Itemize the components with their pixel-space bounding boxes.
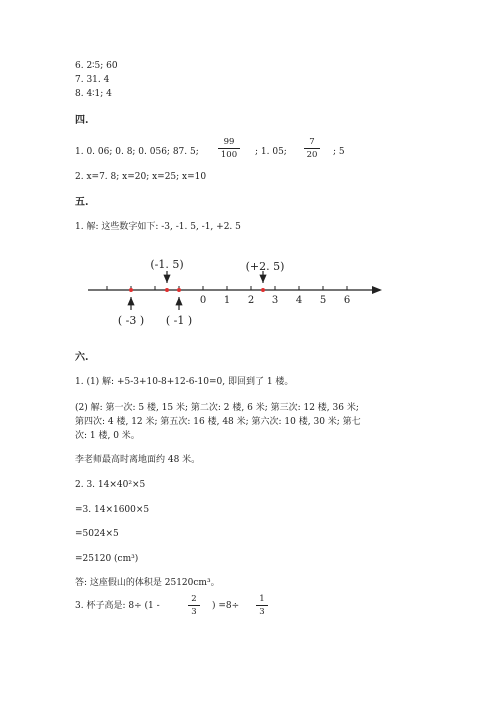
tick-label-5: 5 bbox=[319, 295, 327, 306]
fraction-denominator: 100 bbox=[220, 150, 238, 160]
fraction-1-3 bbox=[256, 594, 268, 617]
answer-line-7: 7. 31. 4 bbox=[75, 75, 110, 85]
fraction-numerator: 7 bbox=[309, 137, 315, 147]
tick-label-3: 3 bbox=[271, 295, 279, 306]
answer-line-6: 6. 2∶5; 60 bbox=[75, 61, 118, 71]
point-minus-1 bbox=[177, 288, 181, 292]
q6-1-part2-line3: 次: 1 楼, 0 米。 bbox=[75, 431, 140, 441]
q4-1-prefix: 1. 0. 06; 0. 8; 0. 056; 87. 5; bbox=[75, 147, 199, 157]
fraction-bar bbox=[256, 605, 268, 606]
section-6-heading: 六. bbox=[75, 352, 89, 363]
tick-label-0: 0 bbox=[199, 295, 207, 306]
q6-1-part2-line1: (2) 解: 第一次: 5 楼, 15 米; 第二次: 2 楼, 6 米; 第三次: 12 楼, 36 米; bbox=[75, 403, 359, 413]
fraction-denominator: 3 bbox=[191, 607, 197, 617]
q4-1-mid: ; 1. 05; bbox=[255, 147, 287, 157]
q6-1-part2-line2: 第四次: 4 楼, 12 米; 第五次: 16 楼, 48 米; 第六次: 10 楼, 30 米; 第七 bbox=[75, 417, 361, 427]
point-plus-2-5 bbox=[261, 288, 265, 292]
answer-line-8: 8. 4∶1; 4 bbox=[75, 89, 112, 99]
q6-3-mid: ) =8÷ bbox=[212, 601, 240, 611]
number-line-arrowhead bbox=[372, 286, 382, 294]
q6-2-step2: =3. 14×1600×5 bbox=[75, 505, 150, 515]
q6-2-step4: =25120 (cm³) bbox=[75, 554, 139, 564]
q4-1-suffix: ; 5 bbox=[333, 147, 345, 157]
fraction-numerator: 1 bbox=[259, 594, 265, 604]
tick-label-4: 4 bbox=[295, 295, 303, 306]
q6-2-answer: 答: 这座假山的体积是 25120cm³。 bbox=[75, 578, 220, 588]
label-minus-1: ( -1 ) bbox=[165, 314, 193, 327]
point-minus-1-5 bbox=[165, 288, 169, 292]
label-minus-1-5: (-1. 5) bbox=[150, 258, 184, 271]
q5-1: 1. 解: 这些数字如下: -3, -1. 5, -1, +2. 5 bbox=[75, 222, 241, 232]
tick-label-6: 6 bbox=[343, 295, 351, 306]
q6-2-step3: =5024×5 bbox=[75, 529, 119, 539]
label-plus-2-5: (+2. 5) bbox=[245, 260, 285, 273]
fraction-denominator: 3 bbox=[259, 607, 265, 617]
label-minus-3: ( -3 ) bbox=[117, 314, 145, 327]
point-minus-3 bbox=[129, 288, 133, 292]
section-5-heading: 五. bbox=[75, 197, 89, 208]
fraction-numerator: 99 bbox=[223, 137, 235, 147]
fraction-numerator: 2 bbox=[191, 594, 197, 604]
section-4-heading: 四. bbox=[75, 115, 89, 126]
fraction-2-3 bbox=[188, 594, 200, 617]
q6-2-step1: 2. 3. 14×40²×5 bbox=[75, 480, 146, 490]
fraction-bar bbox=[188, 605, 200, 606]
q4-2: 2. x=7. 8; x=20; x=25; x=10 bbox=[75, 172, 207, 182]
tick-label-1: 1 bbox=[223, 295, 231, 306]
fraction-denominator: 20 bbox=[306, 150, 318, 160]
q6-3-prefix: 3. 杯子高是: 8÷ (1 - bbox=[75, 601, 160, 611]
q6-1-part1: 1. (1) 解: +5-3+10-8+12-6-10=0, 即回到了 1 楼。 bbox=[75, 377, 294, 387]
q6-1-conclusion: 李老师最高时离地面约 48 米。 bbox=[75, 455, 201, 465]
tick-label-2: 2 bbox=[247, 295, 255, 306]
